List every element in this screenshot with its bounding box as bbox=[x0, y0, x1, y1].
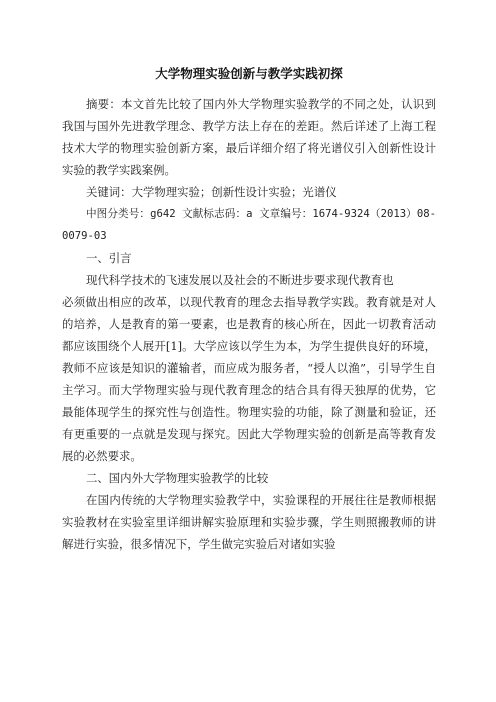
section-2-body: 在国内传统的大学物理实验教学中，实验课程的开展往往是教师根据实验教材在实验室里详细讲解实验原理和实验步骤，学生则照搬教师的讲解进行实验，很多情况下，学生做完实验后对诸如实验 bbox=[62, 493, 436, 551]
abstract-paragraph: 摘要：本文首先比较了国内外大学物理实验教学的不同之处，认识到我国与国外先进教学理念、教学方法上存在的差距。然后详述了上海工程技术大学的物理实验创新方案，最后详细介绍了将光谱仪引入创新性设计实验的教学实践案例。 bbox=[62, 97, 436, 177]
section-1-heading: 一、引言 bbox=[86, 251, 132, 265]
section-2-heading: 二、国内外大学物理实验教学的比较 bbox=[86, 471, 269, 485]
section-1-body: 必须做出相应的改革，以现代教育的理念去指导教学实践。教育就是对人的培养，人是教育的第一要素，也是教育的核心所在，因此一切教育活动都应该围绕个人展开[1]。大学应该以学生为本，为学生提供良好的环境，教师不应该是知识的灌输者，而应成为服务者，“授人以渔”，引导学生自主学习。而大学物理实验与现代教育理念的结合具有得天独厚的优势，它最能体现学生的探究性与创造性。物理实验的功能，除了测量和验证，还有更重要的一点就是发现与探究。因此大学物理实验的创新是高等教育发展的必然要求。 bbox=[62, 295, 436, 463]
keywords-paragraph: 关键词：大学物理实验；创新性设计实验；光谱仪 bbox=[86, 185, 337, 199]
section-1-first-line: 现代科学技术的飞速发展以及社会的不断进步要求现代教育也 bbox=[86, 273, 394, 287]
document-title: 大学物理实验创新与教学实践初探 bbox=[155, 66, 343, 81]
classification-paragraph: 中图分类号：g642 文献标志码：a 文章编号：1674-9324（2013）08-0079-03 bbox=[62, 208, 436, 242]
document-page bbox=[62, 66, 436, 555]
